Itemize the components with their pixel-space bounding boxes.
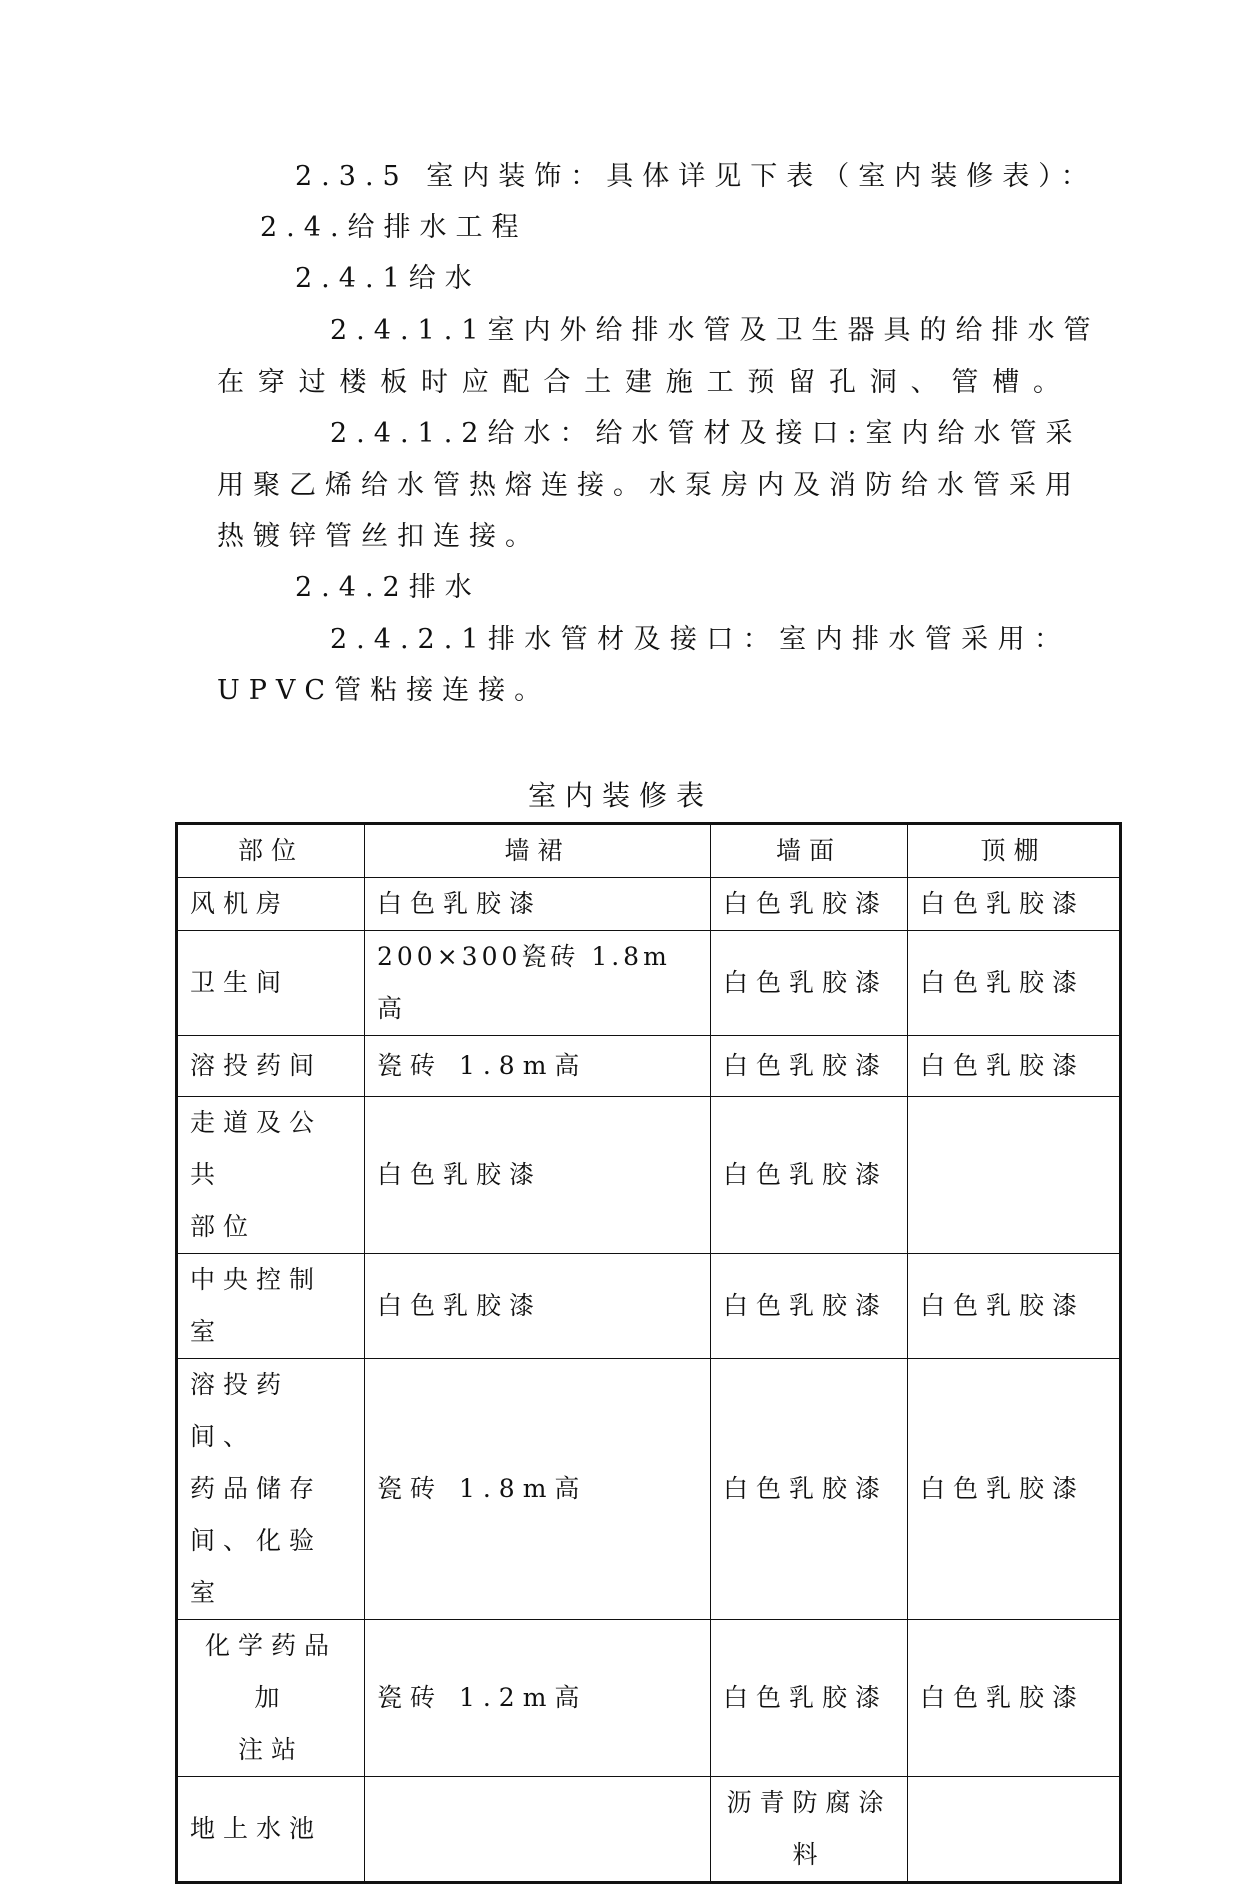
cell-area-line: 溶投药间、 <box>190 1370 290 1451</box>
cell-wall: 白色乳胶漆 <box>711 1036 908 1097</box>
cell-dado: 白色乳胶漆 <box>365 878 711 931</box>
cell-area-line: 间、化验室 <box>190 1526 323 1607</box>
column-header-dado: 墙裙 <box>365 824 711 878</box>
column-header-area: 部位 <box>177 824 365 878</box>
paragraph-2-4-1-2-line-1: 2.4.1.2给水：给水管材及接口:室内给水管采 <box>330 418 1082 449</box>
cell-area-line: 药品储存 <box>190 1474 323 1503</box>
cell-ceiling: 白色乳胶漆 <box>908 1359 1121 1620</box>
cell-area <box>177 1620 365 1777</box>
cell-area: 卫生间 <box>177 931 365 1036</box>
table-row <box>177 1620 1121 1777</box>
paragraph-2-4-1-1-line-1: 2.4.1.1室内外给排水管及卫生器具的给排水管 <box>330 315 1100 346</box>
decoration-table <box>175 822 1122 1884</box>
column-header-wall: 墙面 <box>711 824 908 878</box>
section-heading-2-4: 2.4.给排水工程 <box>260 212 528 243</box>
cell-ceiling <box>908 1097 1121 1254</box>
cell-wall-line: 沥青防腐涂 <box>726 1788 892 1817</box>
section-heading-2-4-1: 2.4.1给水 <box>295 263 481 294</box>
column-header-ceiling: 顶棚 <box>908 824 1121 878</box>
table-row <box>177 878 1121 931</box>
cell-dado: 200×300瓷砖 1.8m高 <box>365 931 711 1036</box>
paragraph-2-4-1-2-line-2: 用聚乙烯给水管热熔连接。水泵房内及消防给水管采用 <box>217 470 1081 501</box>
cell-wall: 白色乳胶漆 <box>711 1097 908 1254</box>
paragraph-2-4-1-1-line-2: 在穿过楼板时应配合土建施工预留孔洞、管槽。 <box>217 367 1069 398</box>
cell-wall: 白色乳胶漆 <box>711 931 908 1036</box>
cell-area <box>177 1359 365 1620</box>
cell-area: 溶投药间 <box>177 1036 365 1097</box>
cell-wall: 白色乳胶漆 <box>711 878 908 931</box>
paragraph-2-4-2-1-line-1: 2.4.2.1排水管材及接口：室内排水管采用： <box>330 624 1070 655</box>
cell-ceiling: 白色乳胶漆 <box>908 878 1121 931</box>
paragraph-2-4-1-2-line-3: 热镀锌管丝扣连接。 <box>217 521 541 552</box>
cell-dado: 白色乳胶漆 <box>365 1254 711 1359</box>
cell-area-line: 走道及公共 <box>190 1108 323 1189</box>
table-row <box>177 1036 1121 1097</box>
table-row <box>177 1254 1121 1359</box>
cell-area: 风机房 <box>177 878 365 931</box>
cell-area: 中央控制室 <box>177 1254 365 1359</box>
cell-area-line: 化学药品加 <box>204 1631 337 1712</box>
table-row <box>177 1777 1121 1883</box>
cell-area-line: 注站 <box>237 1735 304 1764</box>
table-row <box>177 1097 1121 1254</box>
section-heading-2-3-5: 2.3.5 室内装饰：具体详见下表（室内装修表）： <box>295 161 1097 192</box>
cell-area-line: 部位 <box>190 1212 257 1241</box>
cell-dado: 瓷砖 1.8m高 <box>365 1036 711 1097</box>
cell-wall <box>711 1777 908 1883</box>
cell-dado <box>365 1777 711 1883</box>
cell-ceiling: 白色乳胶漆 <box>908 1620 1121 1777</box>
cell-ceiling: 白色乳胶漆 <box>908 1254 1121 1359</box>
cell-ceiling <box>908 1777 1121 1883</box>
cell-wall: 白色乳胶漆 <box>711 1620 908 1777</box>
section-heading-2-4-2: 2.4.2排水 <box>295 572 481 603</box>
table-row <box>177 931 1121 1036</box>
table-caption: 室内装修表 <box>527 779 713 812</box>
cell-ceiling: 白色乳胶漆 <box>908 1036 1121 1097</box>
cell-wall: 白色乳胶漆 <box>711 1254 908 1359</box>
cell-dado: 白色乳胶漆 <box>365 1097 711 1254</box>
cell-wall: 白色乳胶漆 <box>711 1359 908 1620</box>
cell-dado: 瓷砖 1.8m高 <box>365 1359 711 1620</box>
paragraph-2-4-2-1-line-2: UPVC管粘接连接。 <box>217 675 551 706</box>
cell-dado: 瓷砖 1.2m高 <box>365 1620 711 1777</box>
cell-ceiling: 白色乳胶漆 <box>908 931 1121 1036</box>
table-row <box>177 1359 1121 1620</box>
cell-area: 地上水池 <box>177 1777 365 1883</box>
cell-area <box>177 1097 365 1254</box>
cell-wall-line: 料 <box>792 1840 826 1869</box>
table-header-row <box>177 824 1121 878</box>
